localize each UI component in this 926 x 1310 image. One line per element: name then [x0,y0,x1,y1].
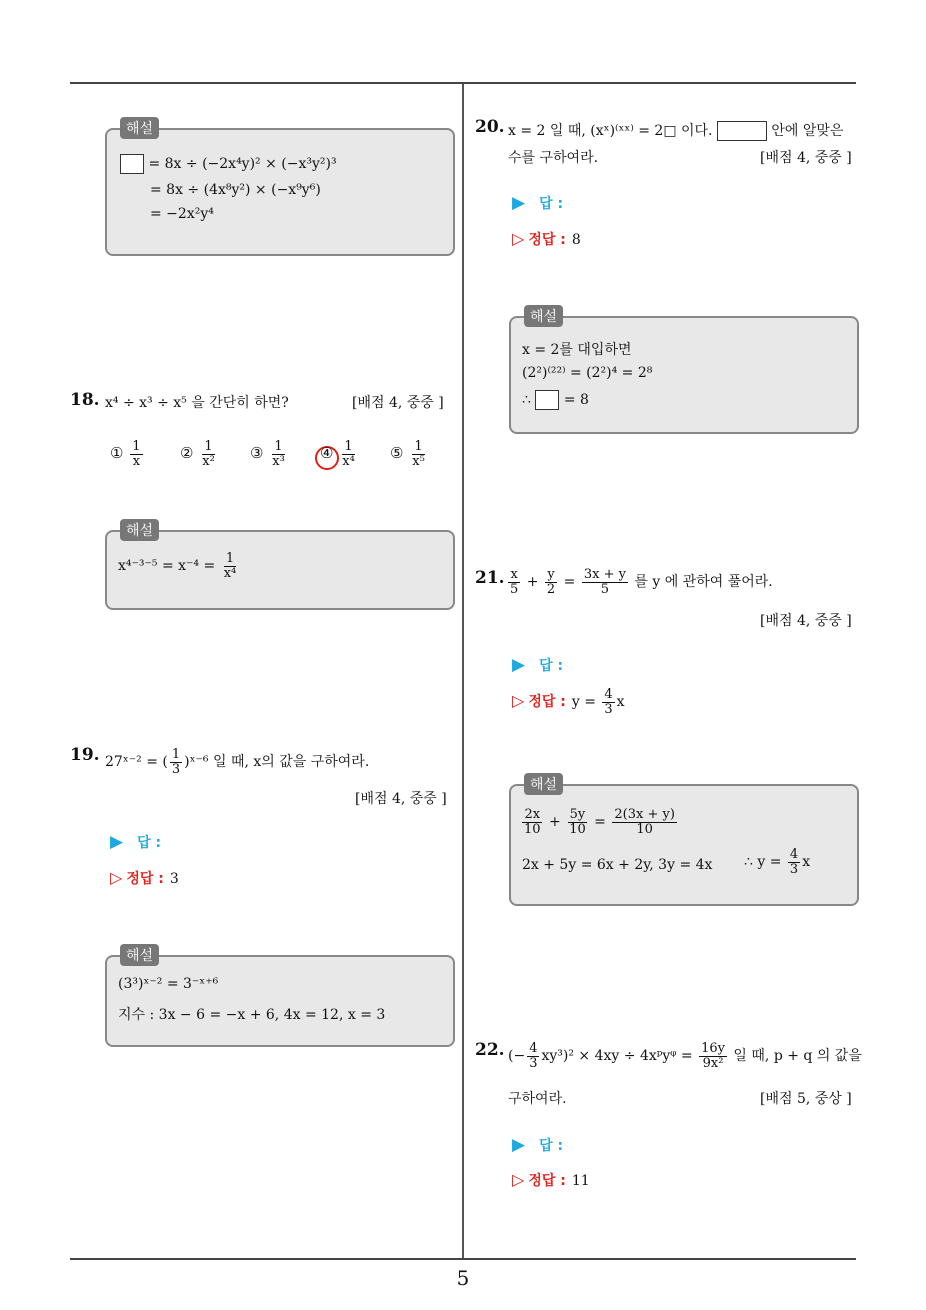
q22-number: 22. [475,1040,505,1060]
q19-answer-row[interactable]: ▶ 답 : [110,832,162,852]
q21-sol-line2-result: ∴ y = $\frac{4}{3}$ x [744,847,811,877]
q20-text-line1: x = 2 일 때, (xˣ)⁽ˣˣ⁾ = 2□ 이다. 안에 알맞은 [508,123,844,139]
q21-number: 21. [475,568,505,588]
q22-points: [배점 5, 중상 ] [760,1091,852,1107]
q17-solution-tag: 해설 [120,117,159,139]
q18-choice-3[interactable]: ③ $\frac{1}{\text{x³}}$ [250,439,285,469]
q18-choice-1[interactable]: ① $\frac{1}{x}$ [110,439,141,469]
page-number: 5 [456,1266,470,1290]
q19-correct-row: ▷ 정답 : 3 [110,868,179,887]
q19-solution-box [105,955,455,1047]
q19-points: [배점 4, 중중 ] [355,791,447,807]
q21-points: [배점 4, 중중 ] [760,613,852,629]
column-divider [462,84,464,1260]
outline-triangle-icon: ▷ [512,229,525,248]
q18-points: [배점 4, 중중 ] [352,395,444,411]
q17-sol-line3: = −2x²y⁴ [150,206,214,222]
q19-number: 19. [70,745,100,765]
q19-text: 27ˣ⁻² = ( $\frac{1}{3}$ )ˣ⁻⁶ 일 때, x의 값을 구하여라. [105,747,370,777]
bottom-rule [70,1258,856,1260]
q18-choice-5[interactable]: ⑤ $\frac{1}{\text{x⁵}}$ [390,439,425,469]
q19-sol-line1: (3³)ˣ⁻² = 3⁻ˣ⁺⁶ [118,976,219,992]
q22-correct-row: ▷ 정답 : 11 [512,1170,590,1189]
q20-number: 20. [475,117,505,137]
play-icon: ▶ [512,1135,526,1155]
q19-sol-line2: 지수 : 3x − 6 = −x + 6, 4x = 12, x = 3 [118,1007,386,1023]
q18-choice-2[interactable]: ② $\frac{1}{\text{x²}}$ [180,439,215,469]
q21-answer-row[interactable]: ▶ 답 : [512,655,564,675]
q20-solution-tag: 해설 [524,305,563,327]
q20-text-line2: 수를 구하여라. [508,150,599,166]
q17-sol-line1: = 8x ÷ (−2x⁴y)² × (−x³y²)³ [120,154,337,174]
q17-sol-line2: = 8x ÷ (4x⁸y²) × (−x⁹y⁶) [150,182,321,198]
play-icon: ▶ [110,832,124,852]
q18-choice-4[interactable]: ④ $\frac{1}{\text{x⁴}}$ [320,439,355,469]
q21-text: $\frac{x}{5}$ + $\frac{y}{2}$ = $\frac{3x + y}{5}$ 를 y 에 관하여 풀어라. [510,567,773,597]
q18-number: 18. [70,390,100,410]
q21-solution-box [509,784,859,906]
q18-solution-tag: 해설 [120,519,159,541]
q20-sol-line1: x = 2를 대입하면 [522,342,632,358]
answer-blank-box [717,121,767,141]
q22-text-line1: (− $\frac{4}{3}$ xy³)² × 4xy ÷ 4xᵖyᵠ = $\frac{16y}{\text{9x²}}$ 일 때, p + q 의 값을 [508,1041,862,1071]
q22-answer-row[interactable]: ▶ 답 : [512,1135,564,1155]
q21-sol-line2: 2x + 5y = 6x + 2y, 3y = 4x [522,857,713,873]
play-icon: ▶ [512,655,526,675]
q18-text: x⁴ ÷ x³ ÷ x⁵ 을 간단히 하면? [105,395,289,411]
outline-triangle-icon: ▷ [110,868,123,887]
answer-blank-box [535,390,559,410]
q18-sol-line1: x⁴⁻³⁻⁵ = x⁻⁴ = $\frac{1}{\text{x⁴}}$ [118,551,237,581]
q20-correct-row: ▷ 정답 : 8 [512,229,581,248]
outline-triangle-icon: ▷ [512,691,525,711]
q20-sol-line3: ∴ = 8 [522,392,589,408]
q21-solution-tag: 해설 [524,773,563,795]
q20-answer-row[interactable]: ▶ 답 : [512,193,564,213]
q19-solution-tag: 해설 [120,944,159,966]
q21-sol-line1: $\frac{2x}{10}$ + $\frac{5y}{10}$ = $\frac{2(3x + y)}{10}$ [524,807,675,837]
q22-text-line2: 구하여라. [508,1091,567,1107]
q20-points: [배점 4, 중중 ] [760,150,852,166]
q20-sol-line2: (2²)⁽²²⁾ = (2²)⁴ = 2⁸ [522,365,653,381]
q21-correct-row: ▷ 정답 : y = $\frac{4}{3}$ x [512,687,625,717]
play-icon: ▶ [512,193,526,213]
outline-triangle-icon: ▷ [512,1170,525,1189]
answer-blank-box [120,154,144,174]
